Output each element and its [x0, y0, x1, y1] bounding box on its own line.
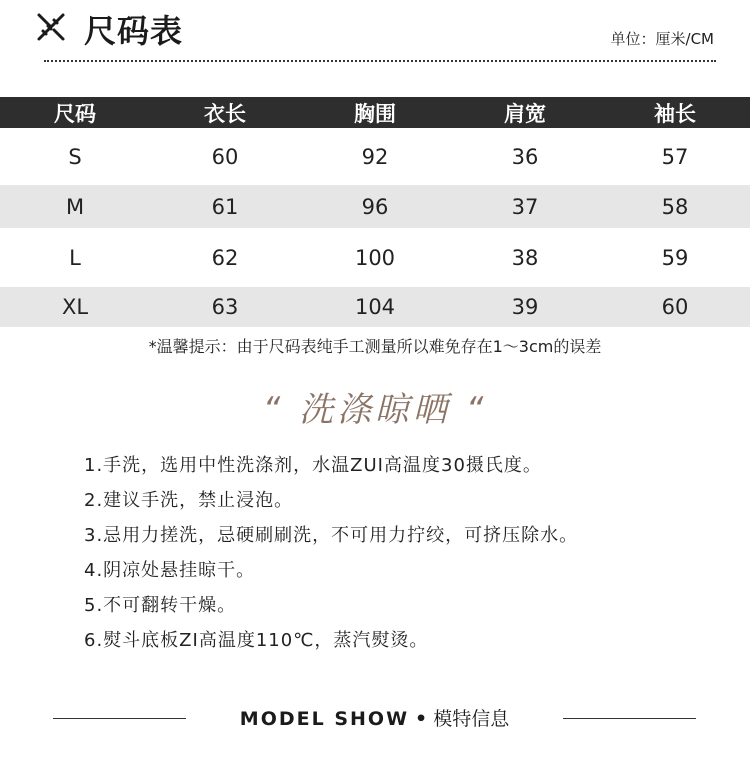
- table-cell: 37: [450, 185, 600, 228]
- ruler-pencil-icon: [34, 10, 68, 44]
- table-cell: 60: [150, 128, 300, 185]
- footer-divider-right: [563, 718, 696, 719]
- table-cell: XL: [0, 287, 150, 327]
- table-cell: 104: [300, 287, 450, 327]
- table-cell: M: [0, 185, 150, 228]
- list-item: 5.不可翻转干燥。: [84, 595, 237, 616]
- table-row: [0, 228, 750, 287]
- table-cell: 63: [150, 287, 300, 327]
- table-cell: 36: [450, 128, 600, 185]
- care-title: “ 洗涤晾晒 “: [262, 390, 488, 430]
- list-item: 2.建议手洗，禁止浸泡。: [84, 490, 294, 511]
- table-row: [0, 128, 750, 185]
- footer-separator: •: [415, 708, 428, 730]
- column-header-size: 尺码: [0, 97, 150, 128]
- column-header-chest: 胸围: [300, 97, 450, 128]
- list-item: 4.阴凉处悬挂晾干。: [84, 560, 256, 581]
- table-cell: 38: [450, 228, 600, 287]
- page-title: 尺码表: [84, 12, 184, 50]
- table-cell: 58: [600, 185, 750, 228]
- table-cell: 100: [300, 228, 450, 287]
- table-cell: L: [0, 228, 150, 287]
- table-header-row: [0, 97, 750, 128]
- table-cell: 60: [600, 287, 750, 327]
- table-cell: S: [0, 128, 150, 185]
- column-header-length: 衣长: [150, 97, 300, 128]
- header: [0, 0, 750, 70]
- size-table: [0, 97, 750, 327]
- list-item: 1.手洗，选用中性洗涤剂，水温ZUI高温度30摄氏度。: [84, 455, 542, 476]
- table-cell: 92: [300, 128, 450, 185]
- table-cell: 62: [150, 228, 300, 287]
- footer-heading: [186, 704, 563, 731]
- table-cell: 61: [150, 185, 300, 228]
- table-cell: 57: [600, 128, 750, 185]
- care-instructions-list: [84, 453, 578, 663]
- table-cell: 59: [600, 228, 750, 287]
- footer-chinese: 模特信息: [433, 708, 510, 730]
- footer-divider-left: [53, 718, 186, 719]
- column-header-shoulder: 肩宽: [450, 97, 600, 128]
- list-item: 3.忌用力搓洗，忌硬刷刷洗，不可用力拧绞，可挤压除水。: [84, 525, 579, 546]
- column-header-sleeve: 袖长: [600, 97, 750, 128]
- dotted-divider: [44, 60, 716, 62]
- measurement-note: *温馨提示：由于尺码表纯手工测量所以难免存在1～3cm的误差: [148, 337, 602, 356]
- unit-label: 单位：厘米/CM: [610, 30, 714, 48]
- table-row: [0, 185, 750, 228]
- footer-english: MODEL SHOW: [239, 708, 410, 730]
- table-row: [0, 287, 750, 327]
- list-item: 6.熨斗底板ZI高温度110℃，蒸汽熨烫。: [84, 630, 429, 651]
- table-cell: 39: [450, 287, 600, 327]
- table-cell: 96: [300, 185, 450, 228]
